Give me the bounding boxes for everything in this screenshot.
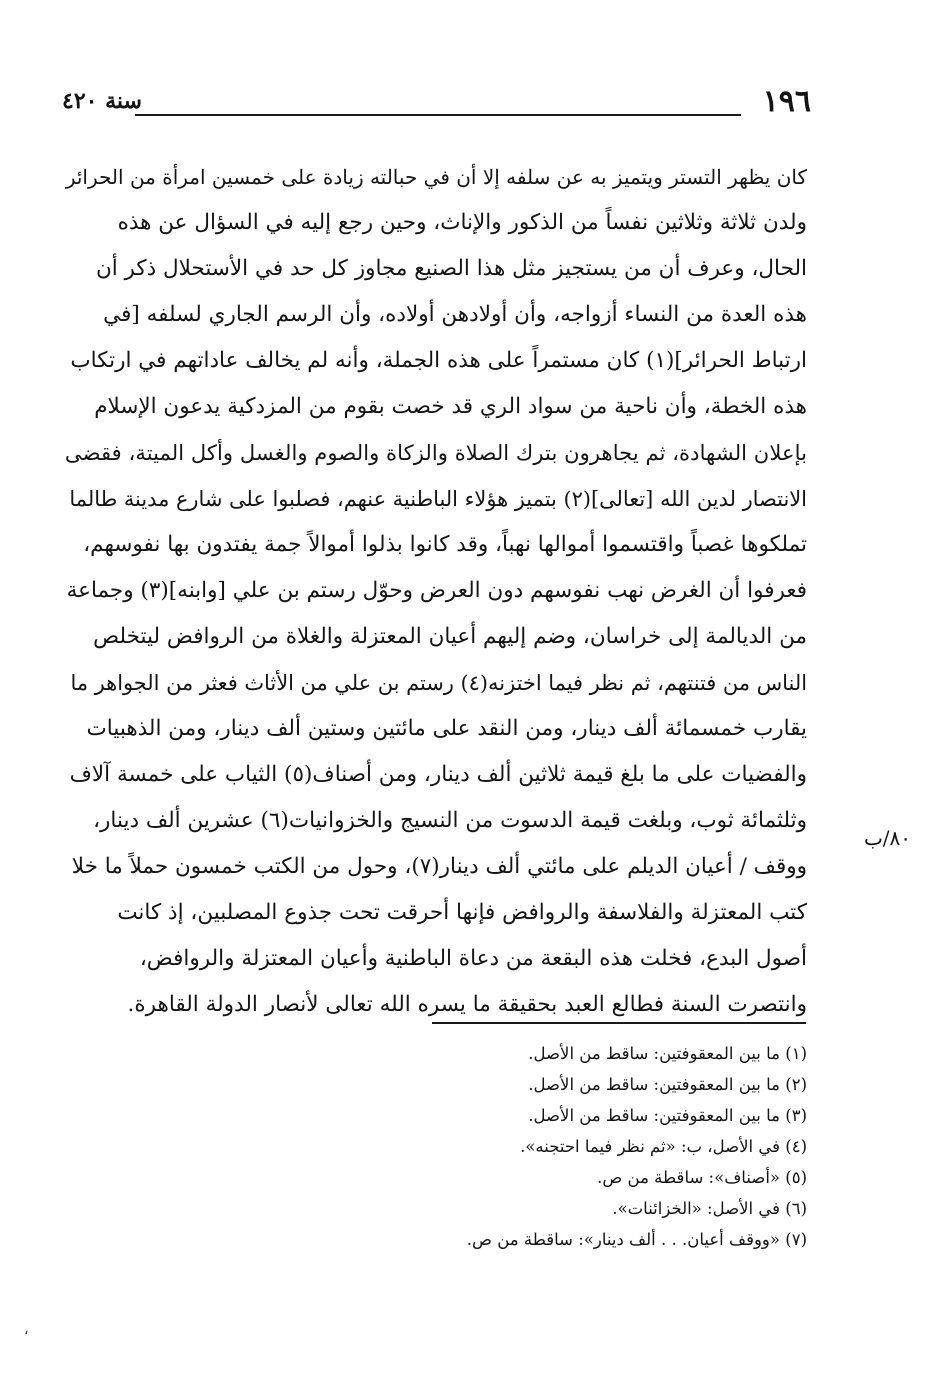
stray-mark: ، <box>24 1322 29 1338</box>
footnotes <box>467 1038 807 1255</box>
text-line: هذه العدة من النساء أزواجه، وأن أولادهن أولاده، وأن الرسم الجاري لسلفه [في <box>103 302 807 327</box>
body-text <box>62 154 807 1028</box>
text-line: ارتباط الحرائر](١) كان مستمراً على هذه الجملة، وأنه لم يخالف عاداتهم في ارتكاب <box>70 348 807 373</box>
text-line: بإعلان الشهادة، ثم يجاهرون بترك الصلاة والزكاة والصوم والغسل وأكل الميتة، فقضى <box>64 440 807 465</box>
text-line: أصول البدع، فخلت هذه البقعة من دعاة الباطنية وأعيان المعتزلة والروافض، <box>139 946 807 971</box>
footnote: (٧) «ووقف أعيان. . . ألف دينار»: ساقطة من ص. <box>466 1230 807 1249</box>
text-line: كتب المعتزلة والفلاسفة والروافض فإنها أحرقت تحت جذوع المصلبين، إذ كانت <box>117 900 807 925</box>
text-line: الناس من فتنتهم، ثم نظر فيما اختزنه(٤) رستم بن علي من الأثاث فعثر من الجواهر ما <box>70 671 807 695</box>
text-line: هذه الخطة، وأن ناحية من سواد الري قد خصت بقوم من المزدكية يدعون الإسلام <box>94 394 807 419</box>
text-line: وثلثمائة ثوب، وبلغت قيمة الدسوت من النسيج والخزوانيات(٦) عشرين ألف دينار، <box>93 808 807 833</box>
text-line: والفضيات على ما بلغ قيمة ثلاثين ألف دينار، ومن أصناف(٥) الثياب على خمسة آلاف <box>69 762 807 787</box>
text-line: ووقف / أعيان الديلم على مائتي ألف دينار(٧)، وحول من الكتب خمسون حملاً ما خلا <box>71 854 807 879</box>
footnote: (٤) في الأصل، ب: «ثم نظر فيما احتجنه». <box>520 1137 807 1156</box>
footnote: (٢) ما بين المعقوفتين: ساقط من الأصل. <box>528 1075 807 1094</box>
text-line: من الديالمة إلى خراسان، وضم إليهم أعيان المعتزلة والغلاة من الروافض ليتخلص <box>93 624 807 649</box>
text-line: الحال، وعرف أن من يستجيز مثل هذا الصنيع مجاوز كل حد في الأستحلال ذكر أن <box>95 256 807 281</box>
text-line: الانتصار لدين الله [تعالى](٢) بتميز هؤلاء الباطنية عنهم، فصلبوا على شارع مدينة طالما <box>69 487 807 511</box>
footnote: (٥) «أصناف»: ساقطة من ص. <box>597 1168 807 1187</box>
footnote: (٦) في الأصل: «الخزائنات». <box>612 1199 807 1218</box>
footnote: (١) ما بين المعقوفتين: ساقط من الأصل. <box>528 1044 807 1063</box>
text-line: ولدن ثلاثة وثلاثين نفساً من الذكور والإناث، وحين رجع إليه في السؤال عن هذه <box>117 210 807 235</box>
text-line: يقارب خمسمائة ألف دينار، ومن النقد على مائتين وستين ألف دينار، ومن الذهبيات <box>86 716 807 741</box>
text-line: تملكوها غصباً واقتسموا أموالها نهباً، وقد كانوا بذلوا أموالاً جمة يفتدون بها نفوسهم، <box>83 532 807 557</box>
text-line: وانتصرت السنة فطالع العبد بحقيقة ما يسره الله تعالى لأنصار الدولة القاهرة. <box>127 992 807 1017</box>
year-label: سنة ٤٢٠ <box>62 88 142 114</box>
running-header <box>0 84 931 128</box>
footnote: (٣) ما بين المعقوفتين: ساقط من الأصل. <box>528 1106 807 1125</box>
header-rule <box>135 114 741 116</box>
footnote-rule <box>432 1022 806 1024</box>
text-line: فعرفوا أن الغرض نهب نفوسهم دون العرض وحوّل رستم بن علي [وابنه](٣) وجماعة <box>66 578 807 603</box>
manuscript-folio-marker: ٨٠/ب <box>863 826 911 850</box>
text-line: كان يظهر التستر ويتميز به عن سلفه إلا أن في حبالته زيادة على خمسين امرأة من الحرائر <box>65 165 807 189</box>
page-number: ١٩٦ <box>762 84 811 119</box>
